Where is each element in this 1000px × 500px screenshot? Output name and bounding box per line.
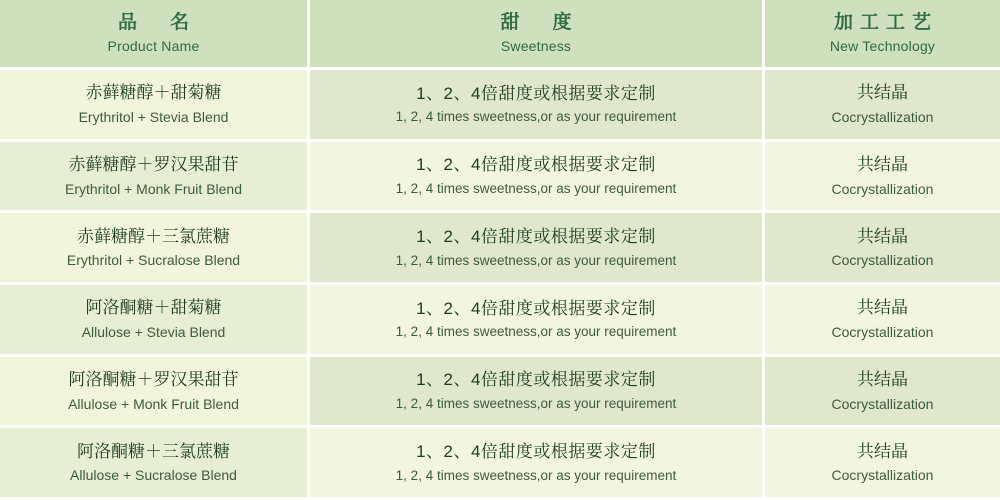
product-name-cn: 赤藓糖醇＋三氯蔗糖 <box>77 226 230 246</box>
sweetness-en: 1, 2, 4 times sweetness,or as your requirement <box>395 395 677 411</box>
cell-product-name <box>0 357 310 429</box>
technology-en: Cocrystallization <box>831 395 934 412</box>
column-header-product-name-cn: 品 名 <box>117 12 196 34</box>
cell-technology <box>765 428 1000 500</box>
cell-sweetness <box>310 428 765 500</box>
product-name-cn: 阿洛酮糖＋罗汉果甜苷 <box>68 370 239 390</box>
product-name-en: Erythritol + Sucralose Blend <box>66 252 241 269</box>
column-header-sweetness-en: Sweetness <box>500 37 572 54</box>
table-row <box>0 285 1000 357</box>
cell-technology <box>765 357 1000 429</box>
sweetness-en: 1, 2, 4 times sweetness,or as your requirement <box>395 180 677 196</box>
column-header-product-name-en: Product Name <box>107 37 200 54</box>
technology-en: Cocrystallization <box>831 252 934 269</box>
sweetness-en: 1, 2, 4 times sweetness,or as your requirement <box>395 109 677 125</box>
product-name-en: Erythritol + Stevia Blend <box>78 108 229 125</box>
cell-technology <box>765 70 1000 142</box>
sweetness-cn: 1、2、4倍甜度或根据要求定制 <box>416 155 656 175</box>
sweetness-en: 1, 2, 4 times sweetness,or as your requirement <box>395 324 677 340</box>
column-header-technology-en: New Technology <box>829 37 936 54</box>
cell-sweetness <box>310 213 765 285</box>
product-name-en: Allulose + Sucralose Blend <box>70 467 237 484</box>
product-name-cn: 阿洛酮糖＋甜菊糖 <box>85 298 222 318</box>
technology-en: Cocrystallization <box>831 467 934 484</box>
sweetness-en: 1, 2, 4 times sweetness,or as your requirement <box>395 467 677 483</box>
cell-technology <box>765 285 1000 357</box>
product-name-cn: 阿洛酮糖＋三氯蔗糖 <box>77 441 230 461</box>
technology-cn: 共结晶 <box>857 155 908 175</box>
sweetness-cn: 1、2、4倍甜度或根据要求定制 <box>416 370 656 390</box>
cell-sweetness <box>310 142 765 214</box>
column-header-technology <box>765 0 1000 70</box>
product-name-en: Allulose + Stevia Blend <box>81 323 226 340</box>
technology-cn: 共结晶 <box>857 370 908 390</box>
product-name-cn: 赤藓糖醇＋罗汉果甜苷 <box>68 155 239 175</box>
cell-technology <box>765 213 1000 285</box>
technology-cn: 共结晶 <box>857 441 908 461</box>
cell-sweetness <box>310 70 765 142</box>
sweetness-cn: 1、2、4倍甜度或根据要求定制 <box>416 83 656 103</box>
table-row <box>0 428 1000 500</box>
cell-sweetness <box>310 357 765 429</box>
technology-en: Cocrystallization <box>831 180 934 197</box>
technology-en: Cocrystallization <box>831 108 934 125</box>
sweetness-cn: 1、2、4倍甜度或根据要求定制 <box>416 298 656 318</box>
product-name-en: Erythritol + Monk Fruit Blend <box>64 180 242 197</box>
cell-product-name <box>0 70 310 142</box>
table-row <box>0 70 1000 142</box>
sweetness-cn: 1、2、4倍甜度或根据要求定制 <box>416 227 656 247</box>
column-header-sweetness <box>310 0 765 70</box>
cell-sweetness <box>310 285 765 357</box>
table-row <box>0 213 1000 285</box>
column-header-technology-cn: 加工工艺 <box>833 12 938 34</box>
technology-cn: 共结晶 <box>857 298 908 318</box>
cell-product-name <box>0 213 310 285</box>
column-header-sweetness-cn: 甜 度 <box>500 12 579 34</box>
technology-cn: 共结晶 <box>857 83 908 103</box>
technology-en: Cocrystallization <box>831 323 934 340</box>
cell-product-name <box>0 428 310 500</box>
product-name-en: Allulose + Monk Fruit Blend <box>68 395 239 412</box>
column-header-product-name <box>0 0 310 70</box>
sweetness-en: 1, 2, 4 times sweetness,or as your requirement <box>395 252 677 268</box>
technology-cn: 共结晶 <box>857 226 908 246</box>
cell-product-name <box>0 285 310 357</box>
cell-technology <box>765 142 1000 214</box>
product-name-cn: 赤藓糖醇＋甜菊糖 <box>85 83 222 103</box>
table-header-row <box>0 0 1000 70</box>
table-row <box>0 357 1000 429</box>
sweetness-cn: 1、2、4倍甜度或根据要求定制 <box>416 442 656 462</box>
cell-product-name <box>0 142 310 214</box>
table-row <box>0 142 1000 214</box>
